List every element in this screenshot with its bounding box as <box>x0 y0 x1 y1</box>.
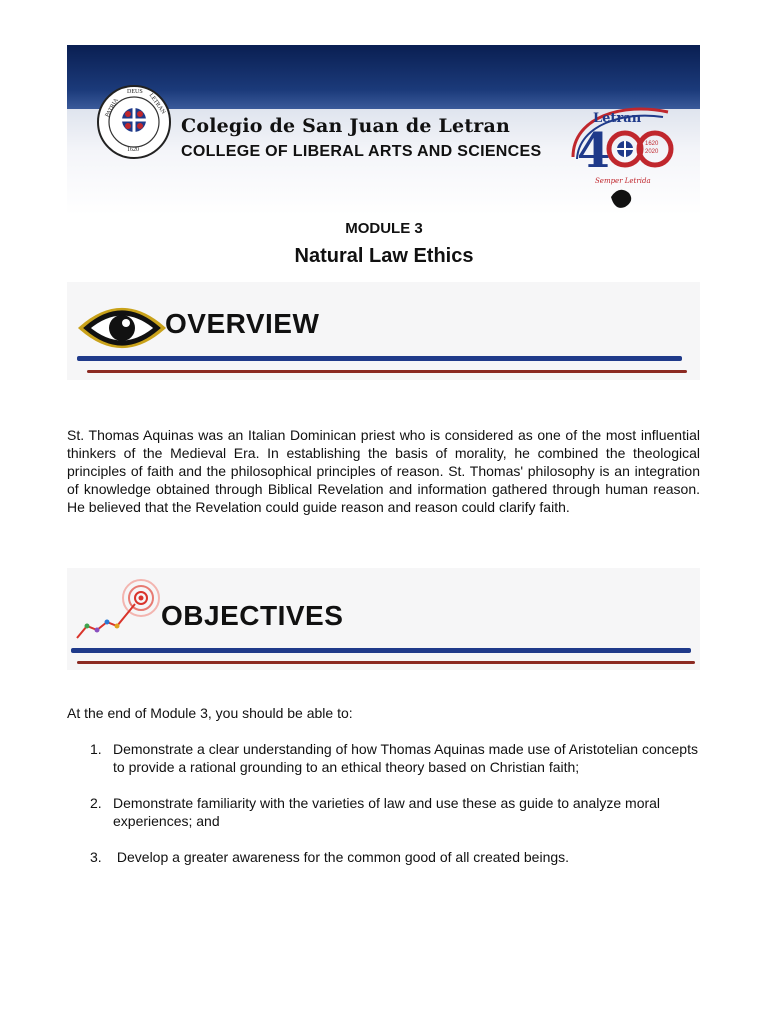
college-subtitle: COLLEGE OF LIBERAL ARTS AND SCIENCES <box>181 143 542 160</box>
seal-motto-left: PATRIA <box>104 97 120 119</box>
objectives-heading: OBJECTIVES <box>161 600 344 631</box>
list-item-number: 3. <box>90 849 102 865</box>
list-item-number: 2. <box>90 795 102 811</box>
anniversary-tagline: Semper Letrida <box>595 177 651 185</box>
college-seal-logo <box>97 85 171 159</box>
seal-motto-top: DEUS <box>127 89 143 95</box>
letran-400-logo <box>563 97 678 215</box>
overview-heading: OVERVIEW <box>165 308 320 339</box>
anniversary-word: Letran <box>593 111 642 126</box>
college-name: Colegio de San Juan de Letran <box>181 115 511 137</box>
svg-text:4: 4 <box>577 123 611 179</box>
overview-banner <box>67 282 700 380</box>
objectives-rule-red <box>77 661 695 664</box>
seal-motto-right: LETRAN <box>147 92 167 116</box>
eye-icon <box>77 298 167 358</box>
objectives-intro: At the end of Module 3, you should be able to: <box>67 705 353 721</box>
overview-rule-red <box>87 370 687 373</box>
overview-paragraph: St. Thomas Aquinas was an Italian Dominican priest who is considered as one of the most influential thinkers of the Medieval Era. In establishing the basis of morality, he combined the theological principles of faith and the philosophical principles of reason. St. Thomas' philosophy is an integration of knowledge obtained through Biblical Revelation and information gathered through human reason. He believed that the Revelation could guide reason and reason could clarify faith. <box>67 427 700 515</box>
module-label: MODULE 3 <box>345 220 423 237</box>
overview-rule-blue <box>77 356 682 361</box>
seal-year: 1620 <box>127 147 139 153</box>
target-growth-icon <box>73 572 163 644</box>
module-title: Natural Law Ethics <box>294 245 474 267</box>
college-header <box>67 45 700 215</box>
objectives-banner <box>67 568 700 670</box>
anniversary-year-end: 2020 <box>645 149 659 155</box>
list-item-text: Develop a greater awareness for the common good of all created beings. <box>113 849 570 865</box>
list-item-text: Demonstrate a clear understanding of how Thomas Aquinas made use of Aristotelian concepts to provide a rational grounding to an ethical theory based on Christian faith; <box>113 741 698 775</box>
list-item-text: Demonstrate familiarity with the varieties of law and use these as guide to analyze moral experiences; and <box>113 795 661 829</box>
objectives-rule-blue <box>71 648 691 653</box>
list-item-number: 1. <box>90 741 102 757</box>
anniversary-year-start: 1620 <box>645 141 659 147</box>
